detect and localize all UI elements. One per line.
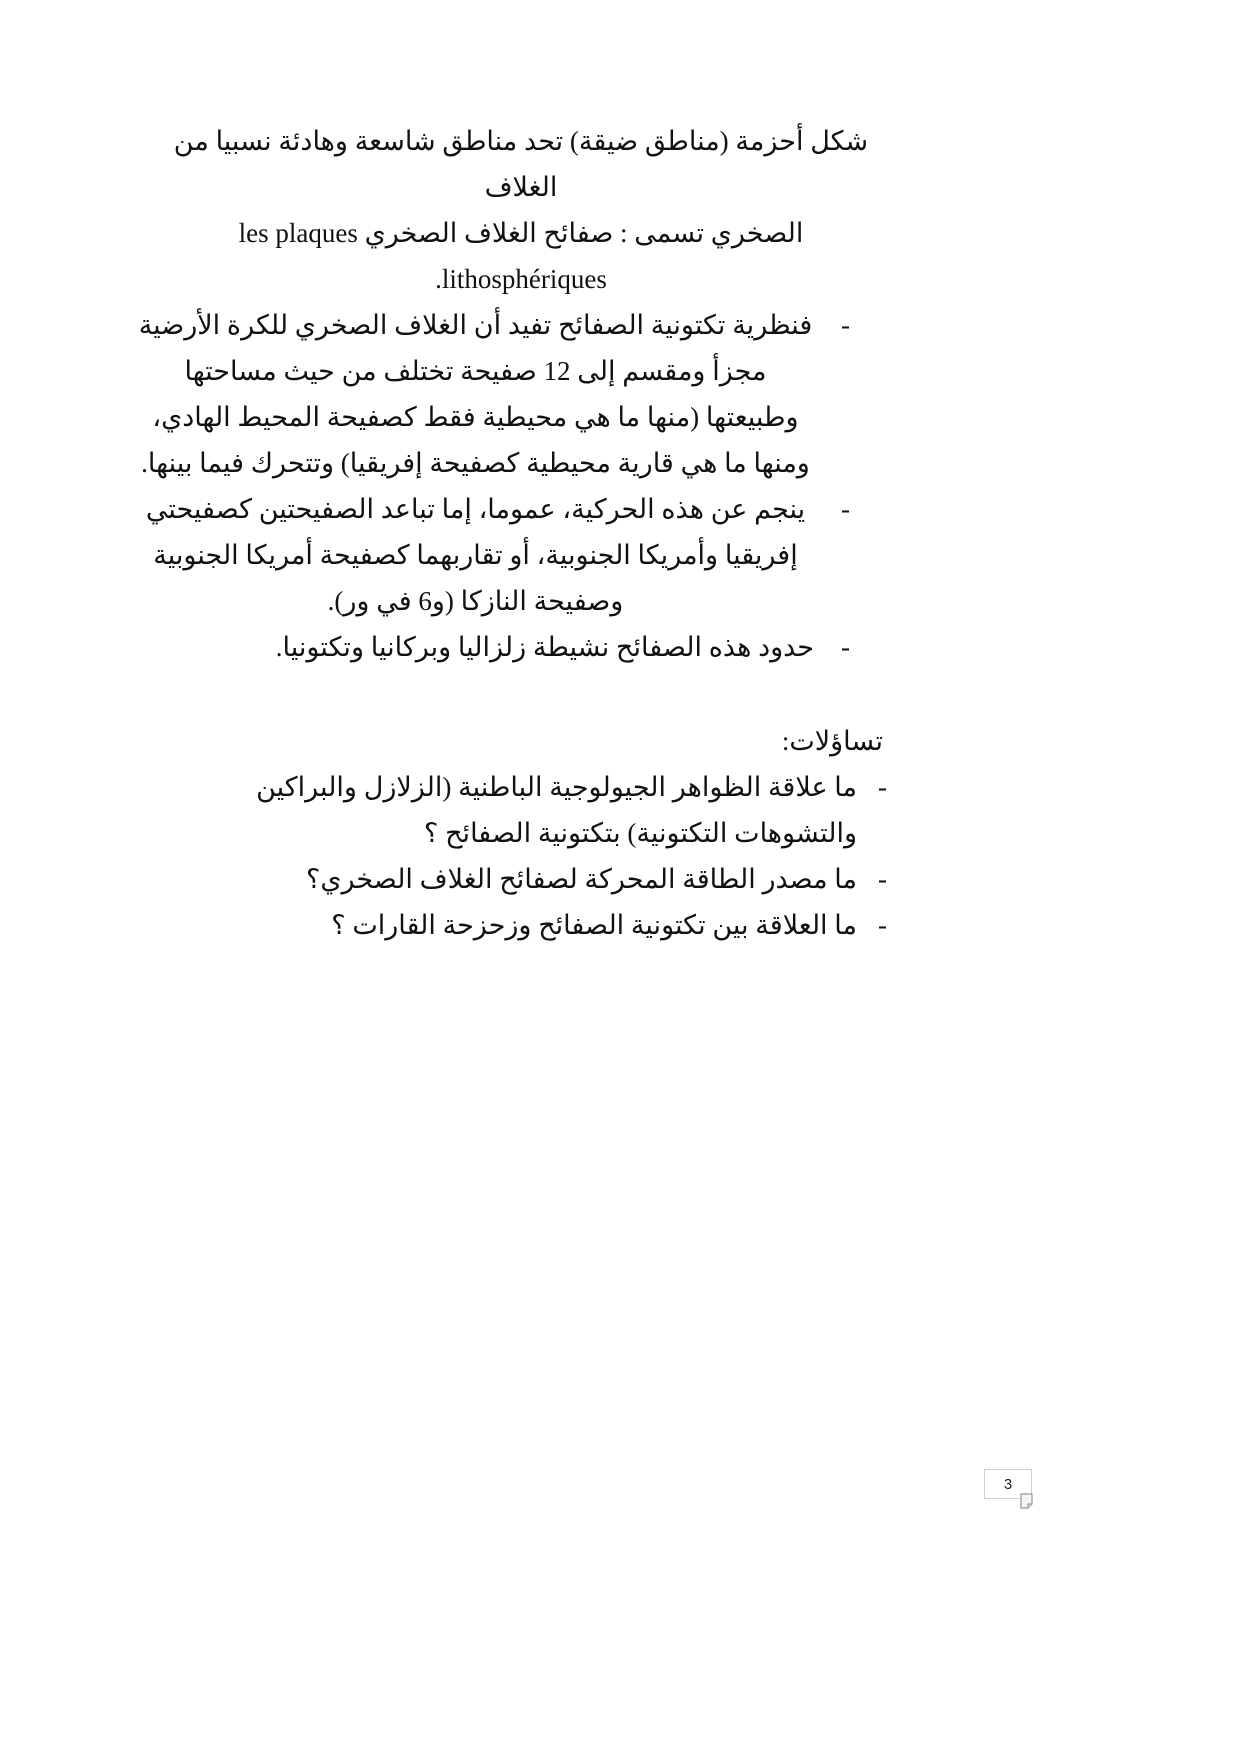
intro-paragraph <box>137 118 905 302</box>
question-list <box>137 764 905 948</box>
page-curl-icon <box>1016 1491 1038 1511</box>
question-text: ما العلاقة بين تكتونية الصفائح وزحزحة القارات ؟ <box>331 910 857 940</box>
questions-section <box>137 718 905 948</box>
list-item-text: حدود هذه الصفائح نشيطة زلزاليا وبركانيا وتكتونيا. <box>275 632 814 662</box>
list-item <box>137 624 850 670</box>
dash-bullet: - <box>878 864 887 894</box>
list-item-text: ينجم عن هذه الحركية، عموما، إما تباعد الصفيحتين كصفيحتي إفريقيا وأمريكا الجنوبية، أو تقاربهما كصفيحة أمريكا الجنوبية وصفيحة النازكا (و6 في ور). <box>145 494 806 616</box>
page-number-box <box>984 1469 1032 1499</box>
dash-bullet: - <box>841 494 850 524</box>
list-item <box>137 302 850 486</box>
dash-bullet: - <box>878 772 887 802</box>
section-title: تساؤلات: <box>781 726 883 756</box>
intro-line-1: شكل أحزمة (مناطق ضيقة) تحد مناطق شاسعة وهادئة نسبيا من الغلاف <box>173 126 869 202</box>
bullet-list <box>137 302 905 670</box>
dash-bullet: - <box>841 632 850 662</box>
list-item <box>137 856 887 902</box>
dash-bullet: - <box>878 910 887 940</box>
dash-bullet: - <box>841 310 850 340</box>
list-item-text: فنظرية تكتونية الصفائح تفيد أن الغلاف الصخري للكرة الأرضية مجزأ ومقسم إلى 12 صفيحة تختلف من حيث مساحتها وطبيعتها (منها ما هي محيطية فقط كصفيحة المحيط الهادي، ومنها ما هي قارية محيطية كصفيحة إفريقيا) وتتحرك فيما بينها. <box>138 310 813 478</box>
document-content <box>137 118 905 948</box>
list-item <box>137 486 850 624</box>
intro-line-2: الصخري تسمى : صفائح الغلاف الصخري les plaques <box>238 218 804 248</box>
page-number: 3 <box>1003 1475 1013 1493</box>
list-item <box>137 902 887 948</box>
intro-line-3: lithosphériques. <box>435 264 607 294</box>
question-text: ما علاقة الظواهر الجيولوجية الباطنية (الزلازل والبراكين والتشوهات التكتونية) بتكتونية الصفائح ؟ <box>256 772 857 848</box>
list-item <box>137 764 887 856</box>
question-text: ما مصدر الطاقة المحركة لصفائح الغلاف الصخري؟ <box>305 864 857 894</box>
